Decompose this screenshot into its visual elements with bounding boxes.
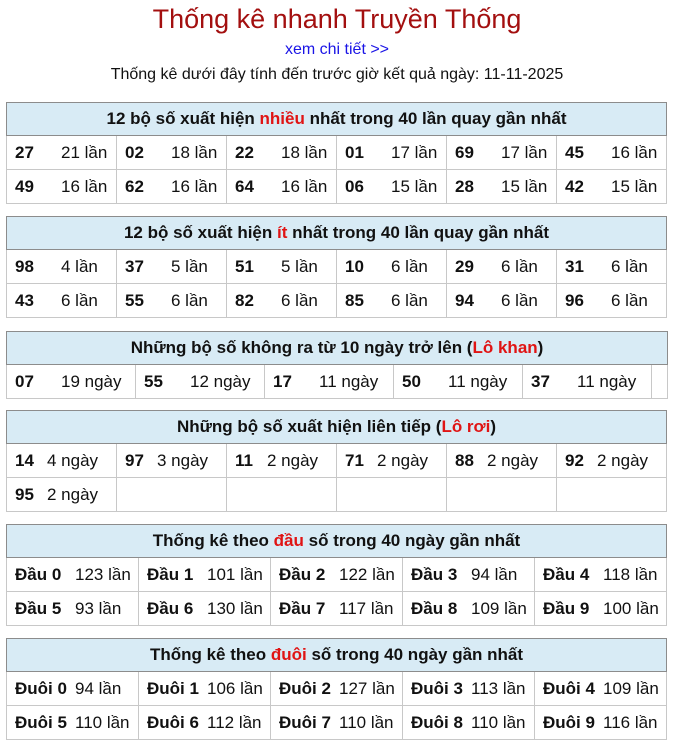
cell-number: Đầu 2 (279, 564, 326, 584)
stat-cell (337, 478, 447, 512)
cell-value: 127 lần (339, 678, 395, 698)
cell-number: 06 (345, 176, 364, 196)
stat-cell (337, 284, 447, 318)
cell-number: 82 (235, 290, 254, 310)
cell-number: 29 (455, 256, 474, 276)
cell-number: 95 (15, 484, 34, 504)
stat-cell (447, 250, 557, 284)
cell-value: 117 lần (339, 598, 394, 618)
stat-cell (227, 284, 337, 318)
cell-number: 50 (402, 371, 421, 391)
stat-cell (557, 250, 667, 284)
stat-cell (271, 592, 403, 626)
cell-value: 6 lần (611, 290, 648, 310)
cell-number: 17 (273, 371, 292, 391)
cell-value: 94 lần (471, 564, 518, 584)
cell-value: 4 ngày (47, 450, 99, 470)
cell-value: 11 ngày (319, 371, 379, 391)
stat-cell (7, 706, 139, 740)
cell-value: 21 lần (61, 142, 108, 162)
cell-value: 17 lần (391, 142, 438, 162)
stat-cell (557, 478, 667, 512)
section-title-highlight: Lô rơi (441, 417, 491, 436)
stat-cell (337, 170, 447, 204)
table-row (7, 365, 668, 399)
stat-cell (227, 136, 337, 170)
cell-number: Đuôi 8 (411, 712, 463, 732)
cell-value: 11 ngày (577, 371, 637, 391)
cell-number: 97 (125, 450, 144, 470)
stat-cell (227, 444, 337, 478)
section-header (7, 411, 667, 444)
cell-number: Đuôi 2 (279, 678, 331, 698)
cell-number: 51 (235, 256, 254, 276)
section-title-text: Thống kê theo (149, 645, 271, 664)
cell-number: 85 (345, 290, 364, 310)
cell-value: 6 lần (501, 256, 538, 276)
cell-number: 02 (125, 142, 144, 162)
stat-cell (447, 170, 557, 204)
section-title-highlight: Lô khan (472, 338, 538, 357)
cell-value: 2 ngày (487, 450, 539, 470)
cell-value: 5 lần (281, 256, 318, 276)
cell-number: 71 (345, 450, 364, 470)
cell-value: 2 ngày (597, 450, 649, 470)
section-title-text: 12 bộ số xuất hiện (106, 109, 260, 128)
section-title-text: 12 bộ số xuất hiện (123, 223, 277, 242)
cell-number: 11 (235, 450, 253, 470)
page-title: Thống kê nhanh Truyền Thống (152, 4, 522, 34)
stat-cell (117, 170, 227, 204)
stat-cell (7, 592, 139, 626)
cell-value: 15 lần (501, 176, 548, 196)
stat-cell (557, 170, 667, 204)
cell-number: 55 (144, 371, 163, 391)
cell-number: Đuôi 1 (147, 678, 199, 698)
cell-value: 3 ngày (157, 450, 209, 470)
cell-number: Đầu 8 (411, 598, 458, 618)
cell-value: 19 ngày (61, 371, 122, 391)
stat-cell (7, 365, 136, 399)
cell-value: 6 lần (501, 290, 538, 310)
cell-number: 37 (531, 371, 550, 391)
cell-number: 62 (125, 176, 144, 196)
cell-number: 14 (15, 450, 34, 470)
stat-cell (557, 284, 667, 318)
cell-number: 96 (565, 290, 584, 310)
cell-value: 123 lần (75, 564, 131, 584)
stat-cell (271, 672, 403, 706)
cell-value: 15 lần (611, 176, 658, 196)
table-row (7, 558, 667, 592)
cell-number: 31 (565, 256, 584, 276)
stat-cell (117, 284, 227, 318)
least-frequent-table (6, 216, 667, 318)
section-header (7, 103, 667, 136)
section-title-text: số trong 40 ngày gần nhất (306, 645, 524, 664)
cell-number: Đầu 1 (147, 564, 194, 584)
stat-cell (7, 250, 117, 284)
cell-value: 6 lần (281, 290, 318, 310)
stat-cell (447, 444, 557, 478)
cell-number: Đuôi 0 (15, 678, 67, 698)
stat-cell (139, 592, 271, 626)
cell-number: 43 (15, 290, 34, 310)
stat-cell (271, 706, 403, 740)
cell-value: 2 ngày (267, 450, 319, 470)
cell-value: 93 lần (75, 598, 122, 618)
cell-value: 16 lần (61, 176, 108, 196)
section-title-text: Thống kê theo (152, 531, 274, 550)
cell-number: Đầu 7 (279, 598, 326, 618)
lo-khan-table (6, 331, 668, 399)
lo-roi-table (6, 410, 667, 512)
section-title-text: nhất trong 40 lần quay gần nhất (287, 223, 550, 242)
cell-number: Đuôi 5 (15, 712, 67, 732)
cell-value: 6 lần (611, 256, 648, 276)
cell-number: Đầu 6 (147, 598, 194, 618)
section-title-highlight: ít (277, 223, 288, 242)
cell-value: 18 lần (171, 142, 218, 162)
section-header (7, 525, 667, 558)
stat-cell (403, 672, 535, 706)
cell-value: 11 ngày (448, 371, 508, 391)
section-title-highlight: đuôi (270, 645, 307, 664)
section-title-text: Những bộ số xuất hiện liên tiếp ( (176, 417, 442, 436)
cell-number: 27 (15, 142, 34, 162)
table-row (7, 672, 667, 706)
table-row (7, 706, 667, 740)
table-row (7, 170, 667, 204)
cell-value: 109 lần (471, 598, 527, 618)
stat-cell (227, 170, 337, 204)
cell-number: Đầu 5 (15, 598, 62, 618)
stat-cell (535, 558, 667, 592)
cell-value: 118 lần (603, 564, 658, 584)
cell-value: 12 ngày (190, 371, 251, 391)
cell-value: 17 lần (501, 142, 548, 162)
cell-value: 110 lần (339, 712, 394, 732)
cell-number: Đuôi 6 (147, 712, 199, 732)
section-header (7, 332, 668, 365)
stat-cell (139, 672, 271, 706)
cell-number: 42 (565, 176, 584, 196)
cell-number: 55 (125, 290, 144, 310)
stat-cell (523, 365, 652, 399)
stat-cell (447, 284, 557, 318)
cell-number: Đuôi 4 (543, 678, 595, 698)
cell-value: 113 lần (471, 678, 526, 698)
section-title-highlight: nhiều (259, 109, 305, 128)
cell-value: 6 lần (391, 256, 428, 276)
stat-cell (403, 558, 535, 592)
cell-number: Đuôi 3 (411, 678, 463, 698)
table-row (7, 250, 667, 284)
cell-number: Đuôi 7 (279, 712, 331, 732)
table-row (7, 592, 667, 626)
stat-cell (265, 365, 394, 399)
table-row (7, 478, 667, 512)
cell-number: 45 (565, 142, 584, 162)
cell-value: 101 lần (207, 564, 263, 584)
stat-cell (227, 250, 337, 284)
cell-number: 37 (125, 256, 144, 276)
stat-cell (227, 478, 337, 512)
cell-number: 88 (455, 450, 474, 470)
section-title-highlight: đầu (273, 531, 304, 550)
stat-cell (117, 250, 227, 284)
cell-value: 5 lần (171, 256, 208, 276)
cell-number: Đầu 4 (543, 564, 590, 584)
cell-number: Đầu 0 (15, 564, 62, 584)
cell-number: 22 (235, 142, 254, 162)
stat-cell (337, 444, 447, 478)
date-note: Thống kê dưới đây tính đến trước giờ kết quả ngày: 11-11-2025 (110, 66, 564, 83)
cell-value: 6 lần (171, 290, 208, 310)
cell-value: 16 lần (281, 176, 328, 196)
cell-number: 49 (15, 176, 34, 196)
stat-cell (447, 136, 557, 170)
cell-value: 2 ngày (377, 450, 429, 470)
cell-value: 18 lần (281, 142, 328, 162)
cell-value: 110 lần (471, 712, 526, 732)
cell-number: 28 (455, 176, 474, 196)
stat-cell (139, 558, 271, 592)
cell-number: 92 (565, 450, 584, 470)
stat-cell (557, 444, 667, 478)
cell-number: 01 (345, 142, 364, 162)
cell-number: 64 (235, 176, 254, 196)
cell-value: 109 lần (603, 678, 659, 698)
section-header (7, 639, 667, 672)
stat-cell (7, 444, 117, 478)
cell-number: 69 (455, 142, 474, 162)
section-title-text: ) (490, 417, 497, 436)
stat-cell (557, 136, 667, 170)
cell-value: 15 lần (391, 176, 438, 196)
stat-cell (139, 706, 271, 740)
cell-number: Đuôi 9 (543, 712, 595, 732)
stat-cell (136, 365, 265, 399)
table-row (7, 444, 667, 478)
stat-cell (535, 672, 667, 706)
cell-value: 130 lần (207, 598, 263, 618)
cell-value: 6 lần (61, 290, 98, 310)
dau-stats-table (6, 524, 667, 626)
section-title-text: ) (537, 338, 544, 357)
view-details-link[interactable]: xem chi tiết >> (284, 41, 390, 58)
stat-cell (394, 365, 523, 399)
section-title-text: nhất trong 40 lần quay gần nhất (304, 109, 567, 128)
stat-cell (403, 592, 535, 626)
stat-cell (7, 136, 117, 170)
cell-value: 110 lần (75, 712, 130, 732)
section-title-text: Những bộ số không ra từ 10 ngày trở lên ( (130, 338, 473, 357)
cell-number: 10 (345, 256, 364, 276)
cell-value: 6 lần (391, 290, 428, 310)
stat-cell (7, 672, 139, 706)
cell-number: 07 (15, 371, 34, 391)
cell-value: 106 lần (207, 678, 263, 698)
cell-value: 4 lần (61, 256, 98, 276)
stat-cell (7, 558, 139, 592)
cell-number: Đầu 9 (543, 598, 590, 618)
stat-cell (117, 478, 227, 512)
cell-value: 16 lần (171, 176, 218, 196)
stat-cell (337, 250, 447, 284)
table-row (7, 284, 667, 318)
stat-cell (7, 478, 117, 512)
cell-number: 94 (455, 290, 474, 310)
stat-cell (403, 706, 535, 740)
section-title-text: số trong 40 ngày gần nhất (303, 531, 521, 550)
cell-value: 16 lần (611, 142, 658, 162)
section-header (7, 217, 667, 250)
stat-cell (7, 284, 117, 318)
most-frequent-table (6, 102, 667, 204)
table-row (7, 136, 667, 170)
stat-cell (535, 706, 667, 740)
cell-value: 122 lần (339, 564, 395, 584)
stat-cell (117, 136, 227, 170)
cell-value: 2 ngày (47, 484, 99, 504)
cell-number: Đầu 3 (411, 564, 458, 584)
stat-cell (117, 444, 227, 478)
stat-cell (652, 365, 668, 399)
stat-cell (447, 478, 557, 512)
stat-cell (535, 592, 667, 626)
stat-cell (7, 170, 117, 204)
cell-value: 100 lần (603, 598, 659, 618)
cell-value: 112 lần (207, 712, 262, 732)
cell-number: 98 (15, 256, 34, 276)
duoi-stats-table (6, 638, 667, 740)
cell-value: 94 lần (75, 678, 122, 698)
cell-value: 116 lần (603, 712, 658, 732)
stat-cell (337, 136, 447, 170)
stat-cell (271, 558, 403, 592)
